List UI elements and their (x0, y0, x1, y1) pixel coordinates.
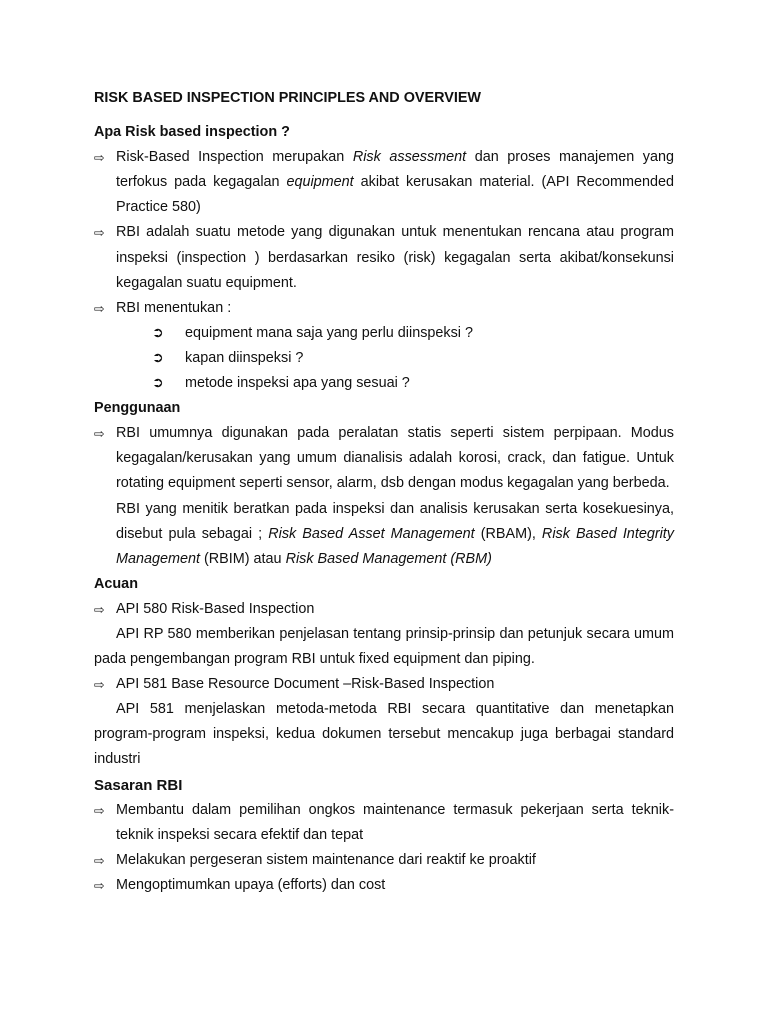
sub-bullet-item: ➲ kapan diinspeksi ? (94, 346, 674, 371)
sub-bullet-item: ➲ metode inspeksi apa yang sesuai ? (94, 371, 674, 396)
bullet-sasaran-2: ⇨ Melakukan pergeseran sistem maintenance dari reaktif ke proaktif (94, 848, 674, 873)
paragraph-rbi-names: RBI yang menitik beratkan pada inspeksi dan analisis kerusakan serta kosekuesinya, disebut pula sebagai ; Risk Based Asset Management (RBAM), Risk Based Integrity Management (RBIM) atau Risk Based Management (RBM) (116, 500, 675, 567)
arrow-bullet-icon: ⇨ (94, 877, 105, 893)
arrow-bullet-icon: ⇨ (94, 225, 105, 241)
bullet-rbi-definition: ⇨ Risk-Based Inspection merupakan Risk assessment dan proses manajemen yang terfokus pada kegagalan equipment akibat kerusakan material. (API Recommended Practice 580) (94, 145, 674, 220)
bullet-rbi-usage: ⇨ RBI umumnya digunakan pada peralatan statis seperti sistem perpipaan. Modus kegagalan/kerusakan yang umum dianalisis adalah korosi, crack, dan fatigue. Untuk rotating equipment seperti sensor, alarm, dsb dengan modus kegagalan yang berbeda. (94, 421, 674, 496)
sub-bullet-item: ➲ equipment mana saja yang perlu diinspeksi ? (94, 321, 674, 346)
section-heading-penggunaan: Penggunaan (94, 400, 181, 417)
section-heading-acuan: Acuan (94, 575, 138, 592)
arrow-bullet-icon: ⇨ (94, 677, 105, 693)
paragraph-api-580: API RP 580 memberikan penjelasan tentang prinsip-prinsip dan petunjuk secara umum pada pengembangan program RBI untuk fixed equipment dan piping. (94, 625, 674, 668)
arrow-bullet-icon: ⇨ (94, 601, 105, 617)
section-heading-apa-rbi: Apa Risk based inspection ? (94, 124, 290, 141)
curved-arrow-icon: ➲ (152, 375, 164, 392)
bullet-sasaran-1: ⇨ Membantu dalam pemilihan ongkos maintenance termasuk pekerjaan serta teknik-teknik inspeksi secara efektif dan tepat (94, 798, 674, 848)
curved-arrow-icon: ➲ (152, 349, 164, 366)
bullet-rbi-menentukan: ⇨ RBI menentukan : (94, 296, 674, 321)
arrow-bullet-icon: ⇨ (94, 802, 105, 818)
arrow-bullet-icon: ⇨ (94, 426, 105, 442)
arrow-bullet-icon: ⇨ (94, 150, 105, 166)
document-title: RISK BASED INSPECTION PRINCIPLES AND OVERVIEW (94, 90, 482, 106)
curved-arrow-icon: ➲ (152, 324, 164, 341)
document-body (94, 86, 674, 898)
bullet-api-580: ⇨ API 580 Risk-Based Inspection (94, 597, 674, 622)
paragraph-api-581: API 581 menjelaskan metoda-metoda RBI secara quantitative dan menetapkan program-program inspeksi, kedua dokumen tersebut mencakup juga berbagai standard industri (94, 701, 674, 768)
bullet-sasaran-3: ⇨ Mengoptimumkan upaya (efforts) dan cost (94, 873, 674, 898)
arrow-bullet-icon: ⇨ (94, 852, 105, 868)
bullet-rbi-method: ⇨ RBI adalah suatu metode yang digunakan untuk menentukan rencana atau program inspeksi (inspection ) berdasarkan resiko (risk) kegagalan serta akibat/konsekunsi kegagalan suatu equipment. (94, 220, 674, 295)
section-heading-sasaran-rbi: Sasaran RBI (94, 776, 183, 794)
bullet-api-581: ⇨ API 581 Base Resource Document –Risk-Based Inspection (94, 672, 674, 697)
arrow-bullet-icon: ⇨ (94, 300, 105, 316)
